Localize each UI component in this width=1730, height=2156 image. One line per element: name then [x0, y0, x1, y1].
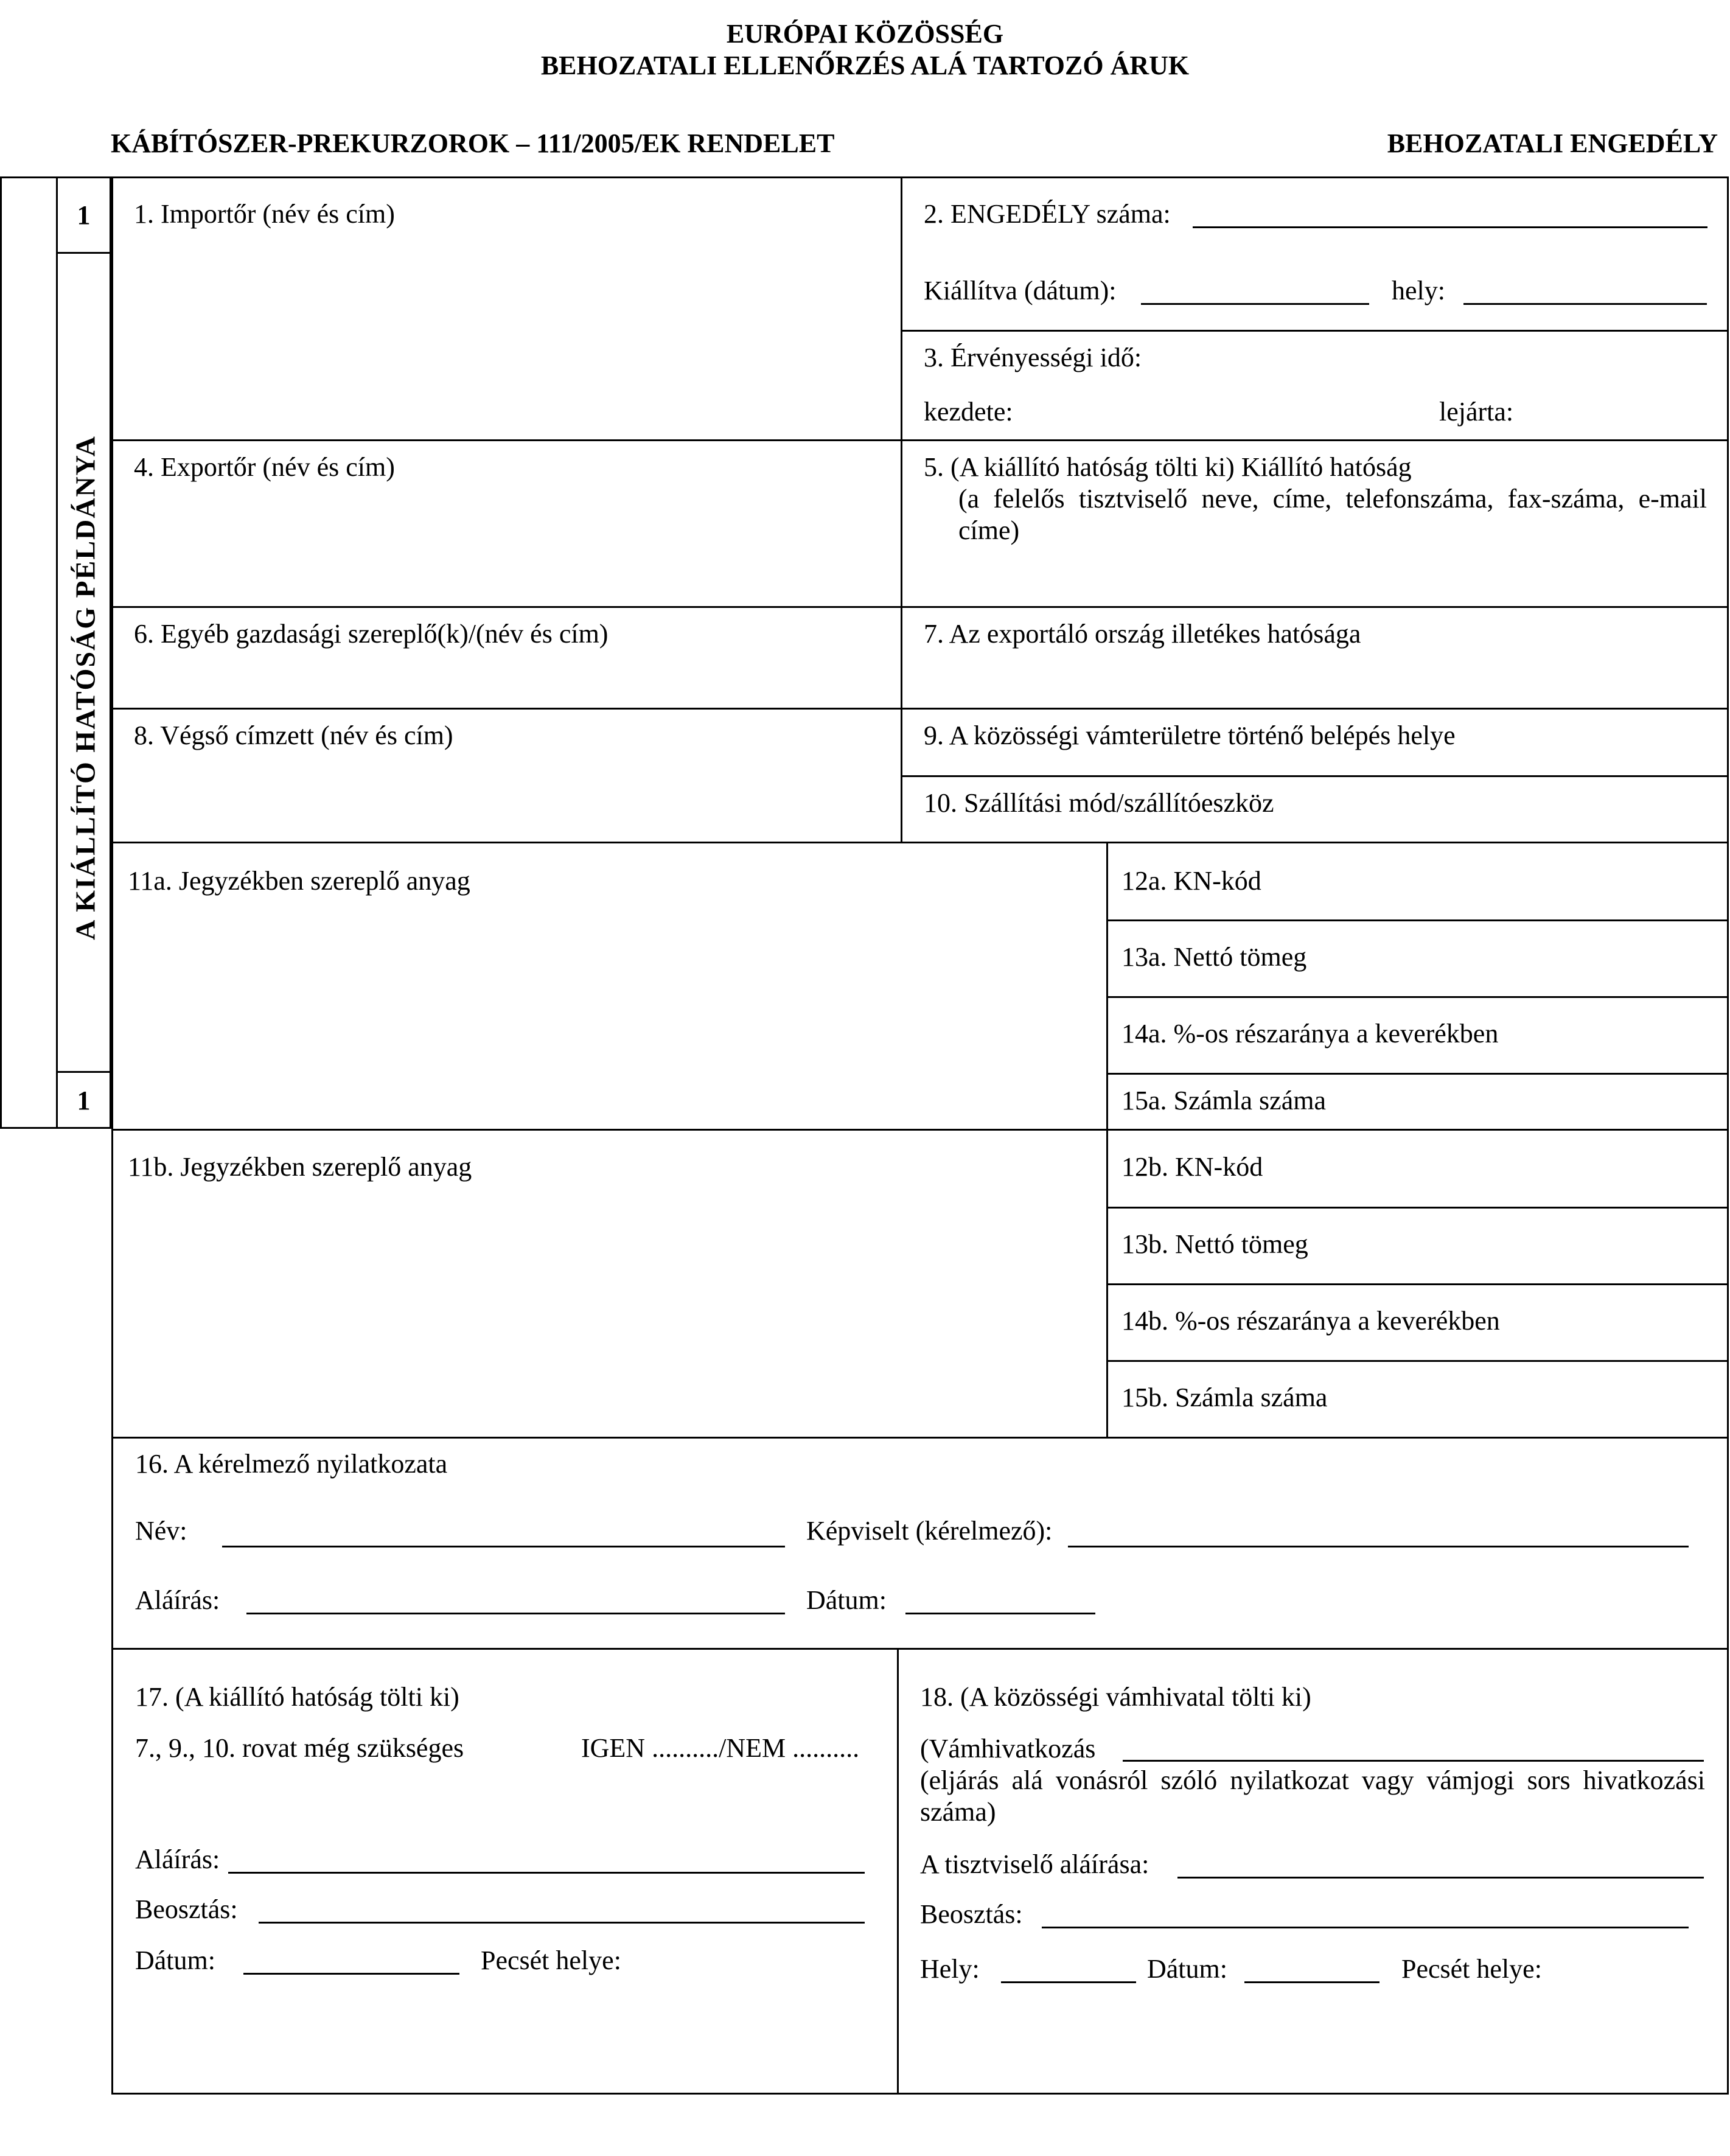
- header-line-2: BEHOZATALI ELLENŐRZÉS ALÁ TARTOZÓ ÁRUK: [540, 51, 1190, 80]
- row-line-17: [111, 1648, 1729, 1650]
- customs-reference-label: (Vámhivatkozás: [920, 1734, 1096, 1764]
- applicant-name-field[interactable]: [222, 1546, 785, 1547]
- validity-start-label: kezdete:: [924, 397, 1013, 427]
- row-line-3: [901, 330, 1729, 332]
- represented-field[interactable]: [1068, 1546, 1689, 1547]
- row-line-11: [111, 842, 1729, 843]
- field-17-label: 17. (A kiállító hatóság tölti ki): [135, 1682, 459, 1712]
- customs-reference-field[interactable]: [1123, 1760, 1704, 1762]
- field-10-label: 10. Szállítási mód/szállítóeszköz: [924, 788, 1274, 818]
- field-4-label: 4. Exportőr (név és cím): [134, 452, 395, 482]
- copy-strip-divider: [56, 176, 58, 1129]
- field-8-label: 8. Végső címzett (név és cím): [134, 720, 453, 750]
- col-line-items: [1106, 842, 1108, 1437]
- field-2-label: 2. ENGEDÉLY száma:: [924, 199, 1171, 229]
- field-11a-label: 11a. Jegyzékben szereplő anyag: [128, 866, 470, 896]
- field-17-requirement: 7., 9., 10. rovat még szükséges: [135, 1733, 464, 1763]
- authority-position-field[interactable]: [259, 1922, 865, 1924]
- field-14a-label: 14a. %-os részaránya a keverékben: [1121, 1019, 1499, 1048]
- col-line-upper: [901, 176, 902, 842]
- applicant-signature-field[interactable]: [246, 1613, 785, 1614]
- field-1-label: 1. Importőr (név és cím): [134, 199, 395, 229]
- field-11b-label: 11b. Jegyzékben szereplő anyag: [128, 1152, 472, 1182]
- row-line-14a: [1106, 996, 1729, 998]
- applicant-date-field[interactable]: [905, 1613, 1095, 1614]
- field-3-label: 3. Érvényességi idő:: [924, 343, 1142, 372]
- field-6-label: 6. Egyéb gazdasági szereplő(k)/(név és cím): [134, 619, 609, 649]
- issued-place-label: hely:: [1392, 276, 1445, 305]
- copy-strip-line-top: [56, 252, 111, 254]
- form-left-border: [111, 176, 113, 2095]
- row-line-6: [111, 606, 1729, 608]
- official-date-label: Dátum:: [1147, 1954, 1227, 1984]
- field-14b-label: 14b. %-os részaránya a keverékben: [1121, 1306, 1500, 1336]
- applicant-signature-label: Aláírás:: [135, 1585, 220, 1615]
- regulation-title: KÁBÍTÓSZER-PREKURZOROK – 111/2005/EK RENDELET: [111, 128, 835, 158]
- field-12b-label: 12b. KN-kód: [1121, 1152, 1263, 1182]
- issued-date-label: Kiállítva (dátum):: [924, 276, 1117, 305]
- field-15a-label: 15a. Számla száma: [1121, 1086, 1326, 1115]
- row-line-14b: [1106, 1283, 1729, 1285]
- field-9-label: 9. A közösségi vámterületre történő belépés helye: [924, 720, 1456, 750]
- customs-reference-description: (eljárás alá vonásról szóló nyilatkozat vagy vámjogi sors hivatkozási száma): [920, 1765, 1705, 1827]
- issued-date-field[interactable]: [1141, 303, 1369, 305]
- row-line-4: [111, 439, 1729, 441]
- authority-date-field[interactable]: [243, 1973, 459, 1975]
- official-position-field[interactable]: [1042, 1927, 1689, 1928]
- applicant-date-label: Dátum:: [806, 1585, 887, 1615]
- validity-end-label: lejárta:: [1439, 397, 1514, 427]
- field-15b-label: 15b. Számla száma: [1121, 1383, 1328, 1412]
- field-13a-label: 13a. Nettó tömeg: [1121, 942, 1307, 972]
- row-line-15a: [1106, 1073, 1729, 1075]
- row-line-16: [111, 1437, 1729, 1439]
- issued-place-field[interactable]: [1463, 303, 1707, 305]
- official-stamp-label: Pecsét helye:: [1401, 1954, 1542, 1984]
- row-line-10: [901, 775, 1729, 777]
- official-signature-field[interactable]: [1177, 1877, 1704, 1879]
- yes-no-choice[interactable]: IGEN ........../NEM ..........: [581, 1733, 860, 1763]
- official-place-label: Hely:: [920, 1954, 980, 1984]
- copy-vertical-label: A KIÁLLÍTÓ HATÓSÁG PÉLDÁNYA: [69, 435, 101, 940]
- official-position-label: Beosztás:: [920, 1899, 1023, 1929]
- official-date-field[interactable]: [1244, 1981, 1379, 1983]
- copy-number-bottom: 1: [77, 1086, 91, 1115]
- official-place-field[interactable]: [1001, 1981, 1136, 1983]
- authority-position-label: Beosztás:: [135, 1894, 238, 1924]
- represented-label: Képviselt (kérelmező):: [806, 1516, 1053, 1546]
- row-line-13a: [1106, 919, 1729, 921]
- row-line-8: [111, 708, 1729, 710]
- header-line-1: EURÓPAI KÖZÖSSÉG: [726, 19, 1004, 49]
- copy-strip-line-bottom: [56, 1071, 111, 1073]
- applicant-name-label: Név:: [135, 1516, 187, 1546]
- row-line-11b: [111, 1129, 1729, 1131]
- authority-signature-label: Aláírás:: [135, 1844, 220, 1874]
- document-type: BEHOZATALI ENGEDÉLY: [1387, 128, 1718, 158]
- row-line-15b: [1106, 1360, 1729, 1362]
- field-7-label: 7. Az exportáló ország illetékes hatósága: [924, 619, 1361, 649]
- authority-signature-field[interactable]: [228, 1872, 865, 1874]
- field-16-label: 16. A kérelmező nyilatkozata: [135, 1449, 448, 1479]
- field-18-label: 18. (A közösségi vámhivatal tölti ki): [920, 1682, 1311, 1712]
- permit-number-field[interactable]: [1193, 226, 1707, 228]
- field-5-description: (a felelős tisztviselő neve, címe, telefonszáma, fax-száma, e-mail címe): [958, 484, 1707, 545]
- authority-stamp-label: Pecsét helye:: [481, 1945, 621, 1975]
- authority-date-label: Dátum:: [135, 1945, 215, 1975]
- copy-number-top: 1: [77, 200, 91, 230]
- col-line-lower: [897, 1648, 899, 2095]
- official-signature-label: A tisztviselő aláírása:: [920, 1849, 1149, 1879]
- field-5-label: 5. (A kiállító hatóság tölti ki) Kiállító hatóság: [924, 452, 1412, 482]
- field-12a-label: 12a. KN-kód: [1121, 866, 1261, 896]
- field-13b-label: 13b. Nettó tömeg: [1121, 1229, 1308, 1259]
- row-line-13b: [1106, 1207, 1729, 1209]
